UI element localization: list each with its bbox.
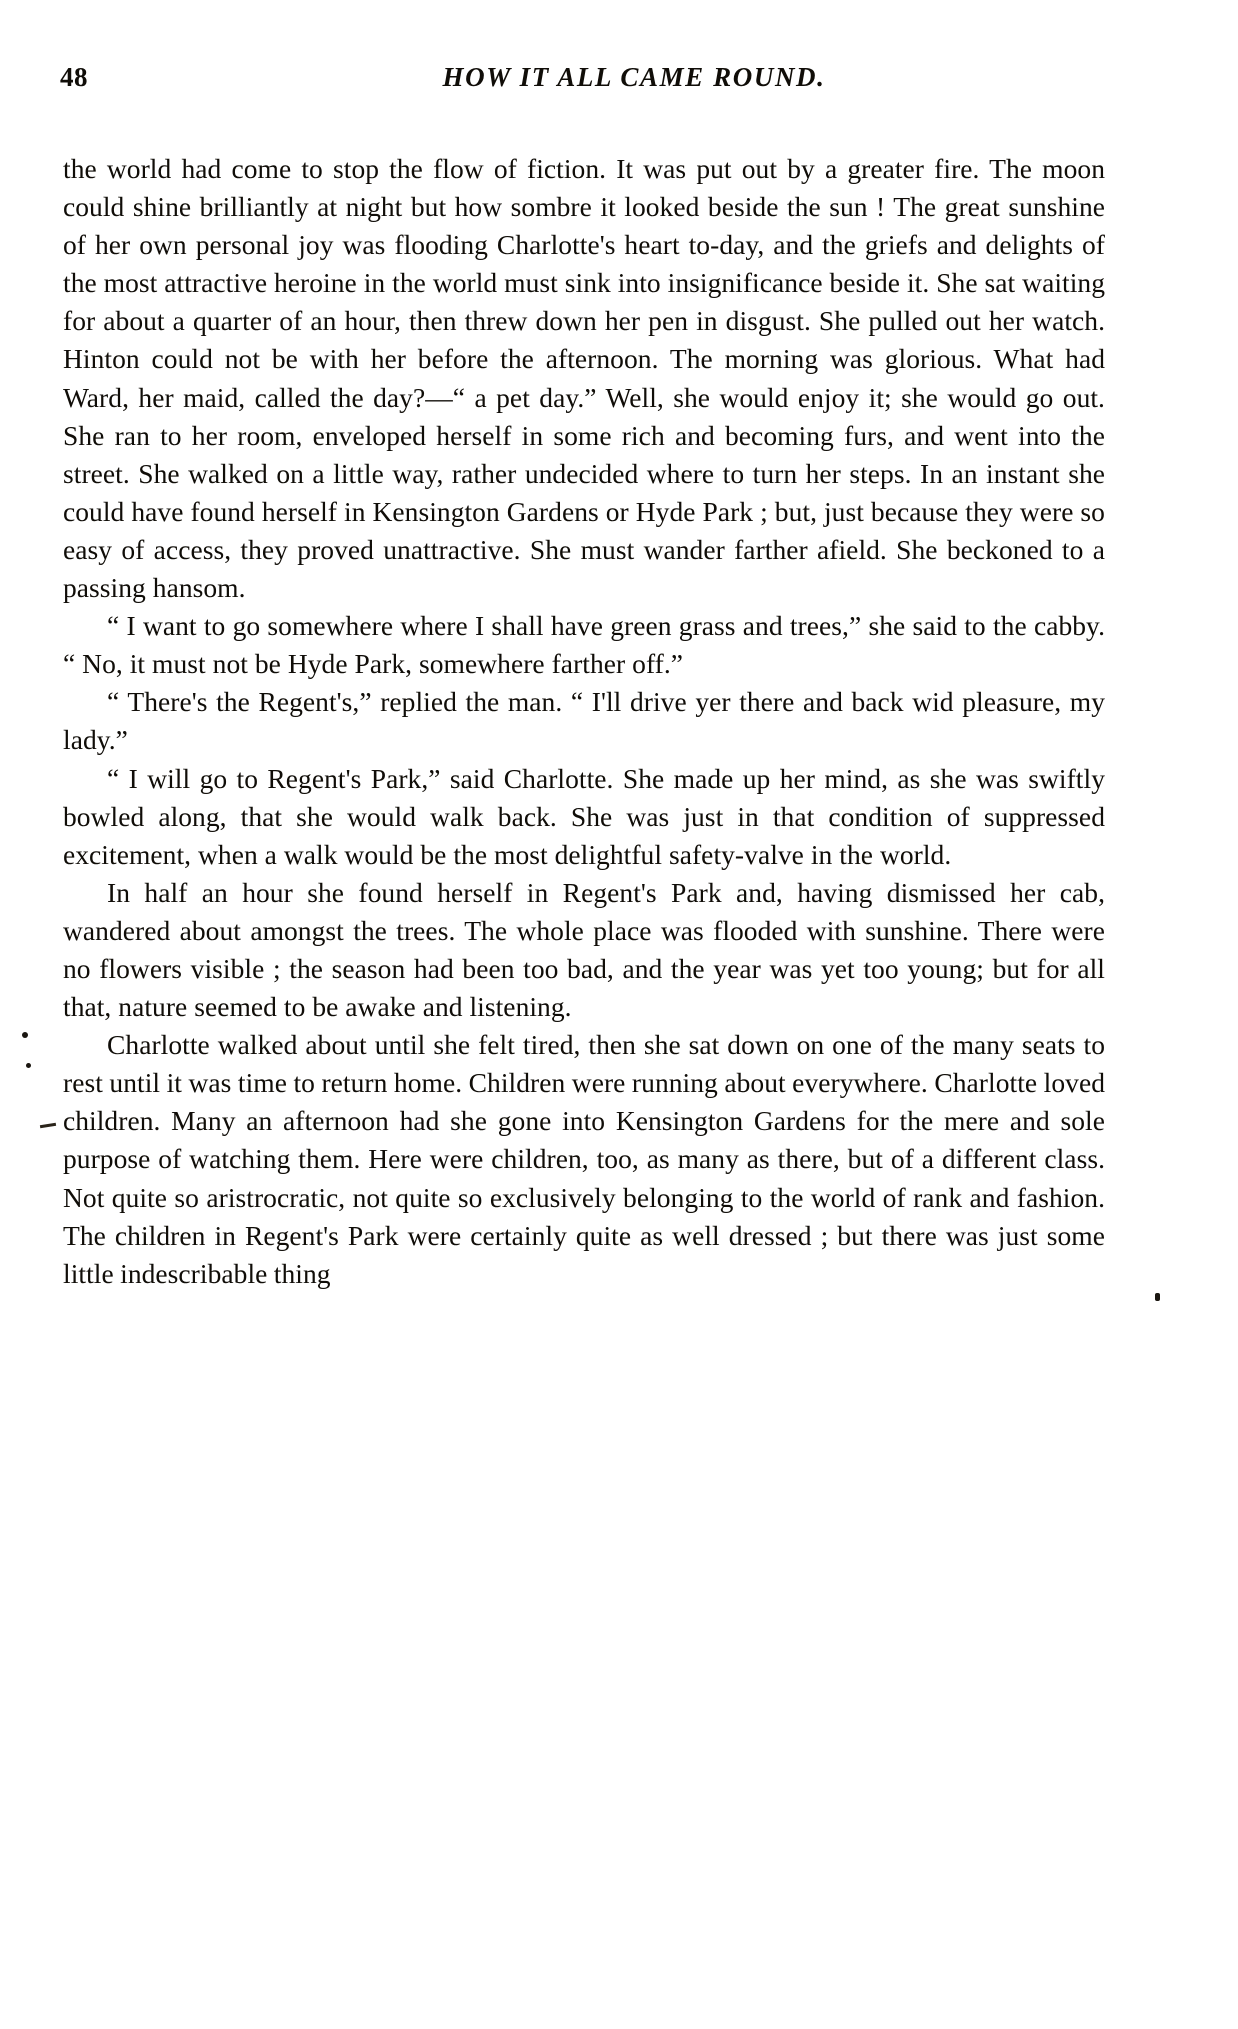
- ink-speck: [22, 1032, 28, 1038]
- page-header: [0, 62, 1238, 102]
- ink-mark: [40, 1123, 56, 1128]
- paragraph: Charlotte walked about until she felt tired, then she sat down on one of the many seats to rest until it was time to return home. Children were running about everywhere. Charlotte loved children. Many an afternoon had she gone into Kensington Gardens for the mere and sole purpose of watching them. Here were children, too, as many as there, but of a different class. Not quite so aristrocratic, not quite so exclusively belonging to the world of rank and fashion. The children in Regent's Park were certainly quite as well dressed ; but there was just some little indescribable thing: [63, 1029, 1105, 1289]
- paragraph: “ There's the Regent's,” replied the man. “ I'll drive yer there and back wid pleasure, my lady.”: [63, 686, 1105, 756]
- body-text: [63, 150, 1105, 1293]
- ink-speck: [26, 1063, 31, 1068]
- paragraph: “ I will go to Regent's Park,” said Charlotte. She made up her mind, as she was swiftly bowled along, that she would walk back. She was just in that condition of suppressed excitement, when a walk would be the most delightful safety-valve in the world.: [63, 762, 1105, 870]
- paragraph: In half an hour she found herself in Regent's Park and, having dismissed her cab, wandered about amongst the trees. The whole place was flooded with sunshine. There were no flowers visible ; the season had been too bad, and the year was yet too young; but for all that, nature seemed to be awake and listening.: [63, 876, 1105, 1023]
- running-head: HOW IT ALL CAME ROUND.: [442, 62, 826, 92]
- paragraph: “ I want to go somewhere where I shall have green grass and trees,” she said to the cabby. “ No, it must not be Hyde Park, somewhere farther off.”: [63, 610, 1105, 680]
- ink-speck: [1155, 1293, 1160, 1301]
- paragraph: the world had come to stop the flow of fiction. It was put out by a greater fire. The moon could shine brilliantly at night but how sombre it looked beside the sun ! The great sunshine of her own personal joy was flooding Charlotte's heart to-day, and the griefs and delights of the most attractive heroine in the world must sink into insignificance beside it. She sat waiting for about a quarter of an hour, then threw down her pen in disgust. She pulled out her watch. Hinton could not be with her before the afternoon. The morning was glorious. What had Ward, her maid, called the day?—“ a pet day.” Well, she would enjoy it; she would go out. She ran to her room, enveloped herself in some rich and becoming furs, and went into the street. She walked on a little way, rather undecided where to turn her steps. In an instant she could have found herself in Kensington Gardens or Hyde Park ; but, just because they were so easy of access, they proved unattractive. She must wander farther afield. She beckoned to a passing hansom.: [63, 153, 1105, 604]
- page-number: 48: [60, 62, 88, 92]
